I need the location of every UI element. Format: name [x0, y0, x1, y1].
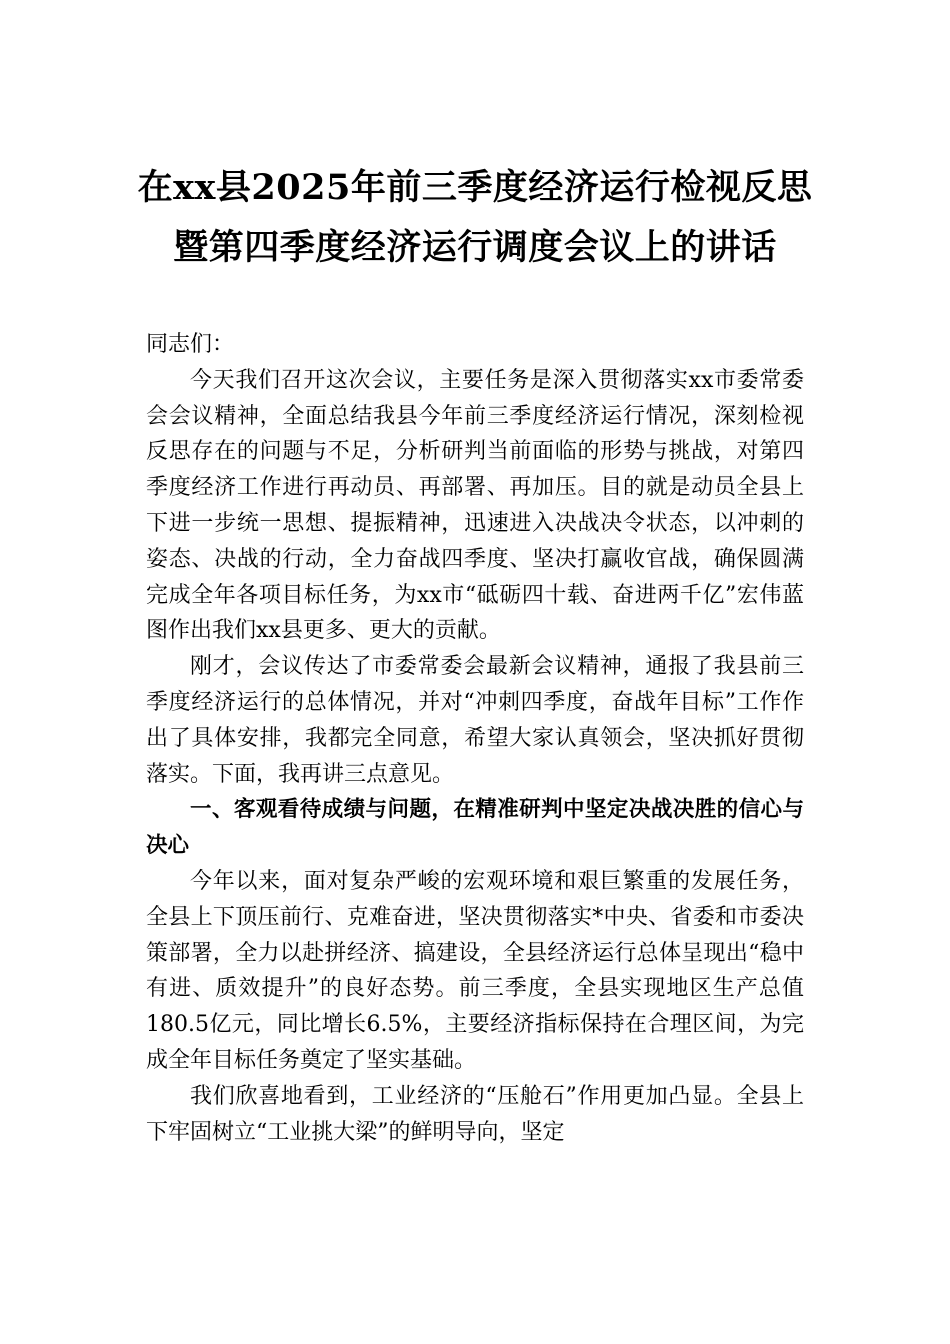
title-line-2: 暨第四季度经济运行调度会议上的讲话 — [173, 227, 777, 268]
title-line-1: 在xx县2025年前三季度经济运行检视反思 — [137, 167, 813, 208]
document-title — [120, 158, 830, 278]
salutation: 同志们： — [146, 332, 235, 357]
section-heading-1: 一、客观看待成绩与问题，在精准研判中坚定决战决胜的信心与决心 — [146, 797, 804, 859]
paragraph-achievements: 今年以来，面对复杂严峻的宏观环境和艰巨繁重的发展任务，全县上下顶压前行、克难奋进，坚决贯彻落实*中央、省委和市委决策部署，全力以赴拼经济、搞建设，全县经济运行总体呈现出“稳中有进、质效提升”的良好态势。前三季度，全县实现地区生产总值180.5亿元，同比增长6.5%，主要经济指标保持在合理区间，为完成全年目标任务奠定了坚实基础。 — [146, 868, 804, 1073]
paragraph-opening: 今天我们召开这次会议，主要任务是深入贯彻落实xx市委常委会会议精神，全面总结我县今年前三季度经济运行情况，深刻检视反思存在的问题与不足，分析研判当前面临的形势与挑战，对第四季度经济工作进行再动员、再部署、再加压。目的就是动员全县上下进一步统一思想、提振精神，迅速进入决战决令状态，以冲刺的姿态、决战的行动，全力奋战四季度、坚决打赢收官战，确保圆满完成全年各项目标任务，为xx市“砥砺四十载、奋进两千亿”宏伟蓝图作出我们xx县更多、更大的贡献。 — [146, 367, 804, 644]
paragraph-industry: 我们欣喜地看到，工业经济的“压舱石”作用更加凸显。全县上下牢固树立“工业挑大梁”的鲜明导向，坚定 — [146, 1083, 804, 1145]
paragraph-agenda: 刚才，会议传达了市委常委会最新会议精神，通报了我县前三季度经济运行的总体情况，并对“冲刺四季度，奋战年目标”工作作出了具体安排，我都完全同意，希望大家认真领会，坚决抓好贯彻落实。下面，我再讲三点意见。 — [146, 654, 804, 787]
document-body — [146, 327, 804, 1150]
